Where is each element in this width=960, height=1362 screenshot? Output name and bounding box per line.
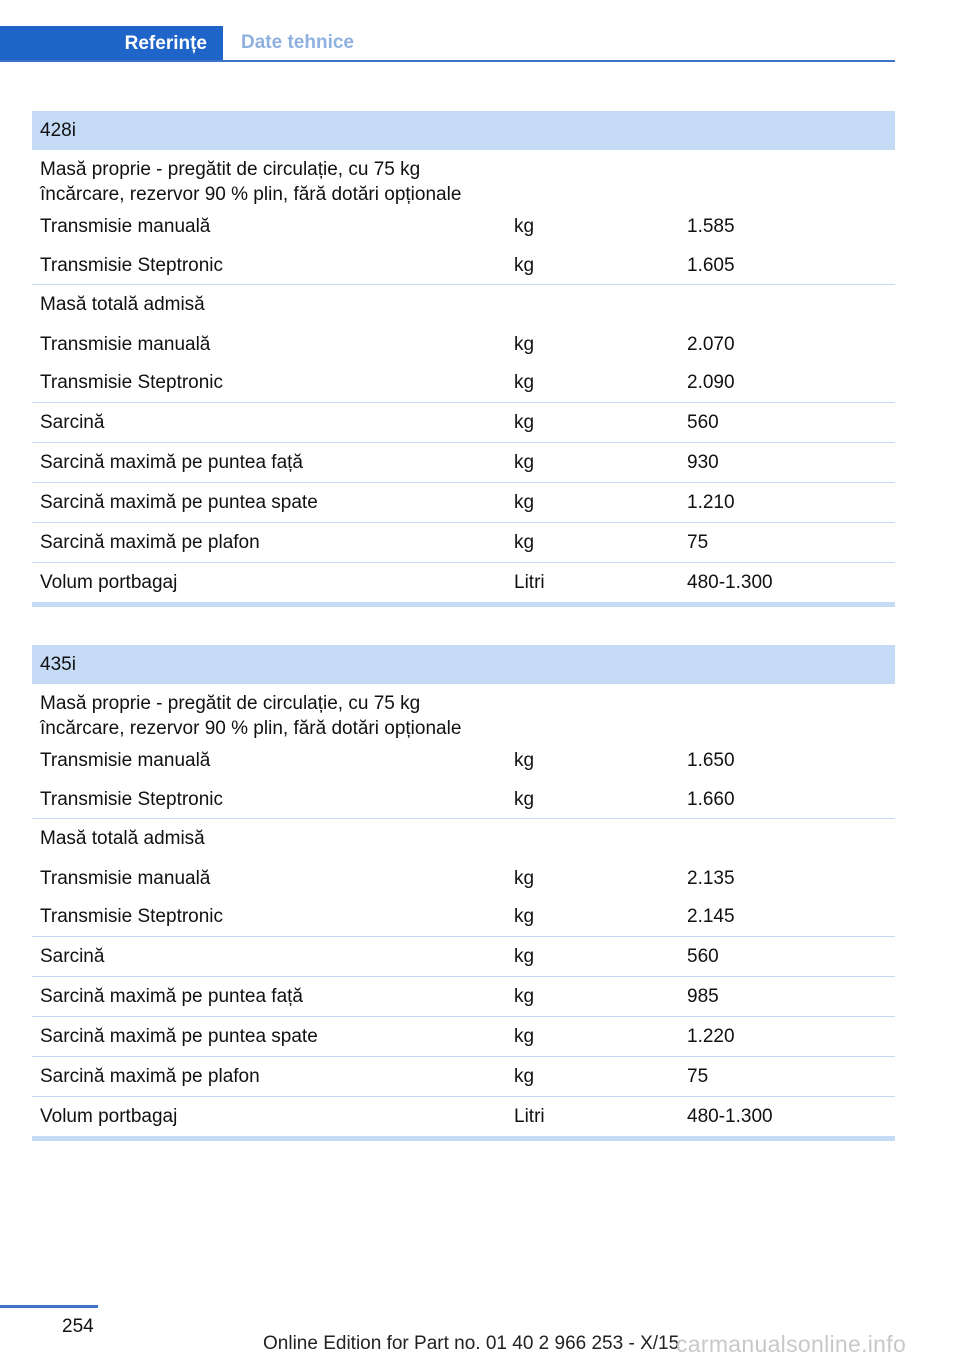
row-value: 1.650 xyxy=(687,750,735,771)
row-value: 75 xyxy=(687,531,709,553)
row-label: Sarcină maximă pe puntea față xyxy=(40,985,303,1007)
row-unit: kg xyxy=(514,867,535,889)
row-value: 2.135 xyxy=(687,867,735,889)
row-label: Sarcină maximă pe puntea față xyxy=(40,451,303,473)
row-value: 1.605 xyxy=(687,254,735,276)
table-row xyxy=(32,563,895,602)
row-unit: kg xyxy=(514,531,535,553)
row-label: Transmisie manuală xyxy=(40,216,211,237)
table-header xyxy=(32,111,895,150)
model-name: 435i xyxy=(40,653,76,675)
row-label: Transmisie manuală xyxy=(40,867,211,889)
row-label: Transmisie Steptronic xyxy=(40,906,224,927)
table-row xyxy=(32,819,895,859)
table-row xyxy=(32,247,895,285)
row-value: 2.145 xyxy=(687,906,735,927)
watermark: carmanualsonline.info xyxy=(676,1331,907,1357)
row-value: 560 xyxy=(687,945,719,967)
row-value: 2.070 xyxy=(687,333,735,355)
row-unit: kg xyxy=(514,788,535,810)
tab-referinte[interactable]: Referințe xyxy=(0,26,223,62)
row-label: Sarcină xyxy=(40,411,105,433)
row-value: 480-1.300 xyxy=(687,1105,773,1127)
row-value: 75 xyxy=(687,1065,709,1087)
table-row xyxy=(32,523,895,563)
row-unit: kg xyxy=(514,216,535,237)
row-value: 2.090 xyxy=(687,372,735,393)
row-value: 930 xyxy=(687,451,719,473)
spec-table-428i xyxy=(32,111,895,607)
gross-weight-label: Masă totală admisă xyxy=(40,828,205,849)
model-name: 428i xyxy=(40,119,76,141)
row-label: Sarcină xyxy=(40,945,105,967)
row-unit: kg xyxy=(514,254,535,276)
page-number-rule xyxy=(0,1305,98,1308)
table-row xyxy=(32,781,895,819)
page-number: 254 xyxy=(62,1316,94,1337)
table-row xyxy=(32,1017,895,1057)
row-unit: kg xyxy=(514,985,535,1007)
row-unit: kg xyxy=(514,945,535,967)
row-label: Transmisie Steptronic xyxy=(40,372,224,393)
row-value: 985 xyxy=(687,985,719,1007)
table-row xyxy=(32,859,895,898)
row-unit: kg xyxy=(514,333,535,355)
table-header xyxy=(32,645,895,684)
row-label: Volum portbagaj xyxy=(40,571,178,593)
row-unit: Litri xyxy=(514,571,545,593)
footer-edition: Online Edition for Part no. 01 40 2 966 253 - X/15 xyxy=(263,1333,680,1354)
row-label: Sarcină maximă pe plafon xyxy=(40,1065,260,1087)
row-label: Volum portbagaj xyxy=(40,1105,178,1127)
row-unit: kg xyxy=(514,906,535,927)
row-value: 1.210 xyxy=(687,491,735,513)
row-unit: kg xyxy=(514,750,535,771)
table-row xyxy=(32,741,895,781)
row-value: 1.660 xyxy=(687,788,735,810)
curb-weight-label: Masă proprie - pregătit de circulație, cu 75 kg încărcare, rezervor 90 % plin, fără dotări opționale xyxy=(40,693,462,739)
gross-weight-label: Masă totală admisă xyxy=(40,294,205,315)
table-row xyxy=(32,403,895,443)
table-row xyxy=(32,150,895,207)
table-row xyxy=(32,898,895,937)
spec-table-435i xyxy=(32,645,895,1141)
header-rule xyxy=(0,60,895,62)
row-label: Transmisie manuală xyxy=(40,333,211,355)
row-unit: kg xyxy=(514,491,535,513)
row-unit: Litri xyxy=(514,1105,545,1127)
table-row xyxy=(32,207,895,247)
table-row xyxy=(32,1057,895,1097)
table-row xyxy=(32,937,895,977)
curb-weight-label: Masă proprie - pregătit de circulație, cu 75 kg încărcare, rezervor 90 % plin, fără dotări opționale xyxy=(40,159,462,205)
row-unit: kg xyxy=(514,411,535,433)
row-value: 480-1.300 xyxy=(687,571,773,593)
row-unit: kg xyxy=(514,1065,535,1087)
header-tabs xyxy=(0,26,895,62)
table-row xyxy=(32,977,895,1017)
table-row xyxy=(32,285,895,325)
row-label: Transmisie Steptronic xyxy=(40,788,224,810)
table-end-rule xyxy=(32,1136,895,1141)
table-row xyxy=(32,443,895,483)
row-unit: kg xyxy=(514,451,535,473)
row-unit: kg xyxy=(514,1025,535,1047)
row-label: Sarcină maximă pe puntea spate xyxy=(40,1025,318,1047)
row-label: Sarcină maximă pe puntea spate xyxy=(40,491,318,513)
row-value: 1.220 xyxy=(687,1025,735,1047)
tab-date-tehnice[interactable]: Date tehnice xyxy=(241,32,354,53)
table-row xyxy=(32,364,895,403)
table-row xyxy=(32,483,895,523)
row-label: Transmisie manuală xyxy=(40,750,211,771)
row-label: Sarcină maximă pe plafon xyxy=(40,531,260,553)
table-row xyxy=(32,684,895,741)
table-end-rule xyxy=(32,602,895,607)
table-row xyxy=(32,325,895,364)
row-label: Transmisie Steptronic xyxy=(40,254,224,276)
row-value: 560 xyxy=(687,411,719,433)
row-value: 1.585 xyxy=(687,216,735,237)
row-unit: kg xyxy=(514,372,535,393)
table-row xyxy=(32,1097,895,1136)
